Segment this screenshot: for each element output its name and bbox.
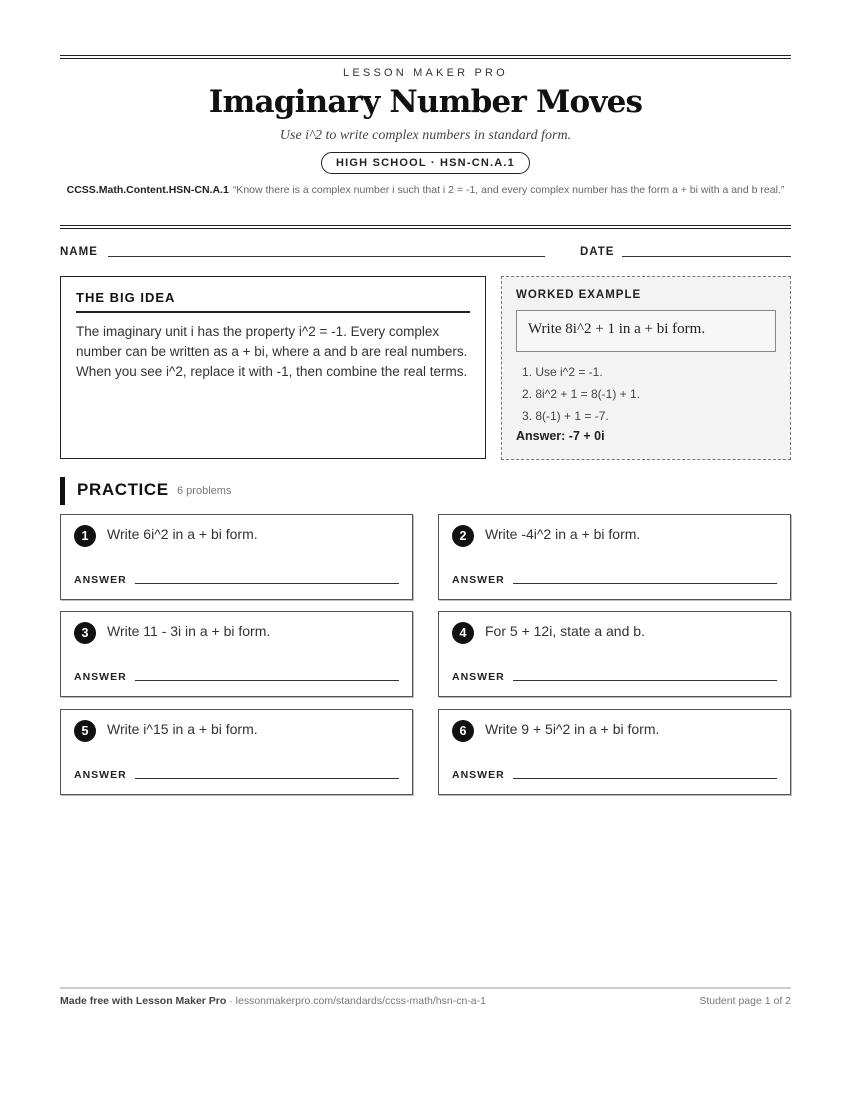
answer-field[interactable]: [135, 680, 399, 681]
practice-count: 6 problems: [177, 485, 232, 497]
footer-made-with: Made free with Lesson Maker Pro: [60, 995, 227, 1007]
problem-number-badge: 2: [452, 525, 474, 547]
answer-label: ANSWER: [74, 769, 127, 781]
answer-field[interactable]: [513, 778, 777, 779]
answer-label: ANSWER: [452, 769, 505, 781]
problem-number-badge: 5: [74, 720, 96, 742]
problem-text: Write 6i^2 in a + bi form.: [107, 526, 258, 542]
problem-card-6: [438, 709, 791, 795]
name-field[interactable]: [108, 256, 545, 257]
standard-description: [60, 182, 791, 198]
problem-card-5: [60, 709, 413, 795]
brand-name: LESSON MAKER PRO: [343, 67, 508, 79]
standard-code: CCSS.Math.Content.HSN-CN.A.1: [66, 184, 229, 196]
big-idea-box: [60, 276, 486, 459]
worksheet-page: [60, 0, 791, 1100]
problem-text: Write i^15 in a + bi form.: [107, 721, 258, 737]
answer-label: ANSWER: [452, 574, 505, 586]
answer-field[interactable]: [513, 680, 777, 681]
grade-standard-pill: HIGH SCHOOL · HSN-CN.A.1: [321, 152, 530, 174]
page-title: Imaginary Number Moves: [208, 84, 643, 120]
problem-number-badge: 1: [74, 525, 96, 547]
problem-number-badge: 4: [452, 622, 474, 644]
practice-heading: PRACTICE: [77, 480, 169, 499]
practice-accent-bar: [60, 477, 65, 505]
problem-card-4: [438, 611, 791, 697]
footer-rule: [60, 987, 791, 989]
date-label: DATE: [580, 246, 615, 258]
page-subtitle: Use i^2 to write complex numbers in standard form.: [279, 128, 572, 143]
answer-label: ANSWER: [74, 574, 127, 586]
big-idea-heading: THE BIG IDEA: [76, 290, 470, 313]
header-bottom-rule: [60, 225, 791, 229]
worked-example-box: [501, 276, 791, 460]
footer-credit: [60, 995, 486, 1007]
answer-label: ANSWER: [74, 671, 127, 683]
problem-number-badge: 3: [74, 622, 96, 644]
footer-page-number: Student page 1 of 2: [699, 995, 791, 1007]
problem-card-2: [438, 514, 791, 600]
worked-example-steps: [516, 362, 776, 428]
worked-example-answer: Answer: -7 + 0i: [516, 429, 605, 443]
answer-field[interactable]: [513, 583, 777, 584]
grade-standard-pill-wrap: [60, 152, 791, 174]
answer-field[interactable]: [135, 778, 399, 779]
header-top-rule: [60, 55, 791, 59]
worked-example-heading: WORKED EXAMPLE: [516, 289, 642, 301]
problem-number-badge: 6: [452, 720, 474, 742]
answer-label: ANSWER: [452, 671, 505, 683]
problem-text: Write 9 + 5i^2 in a + bi form.: [485, 721, 660, 737]
worked-example-problem: Write 8i^2 + 1 in a + bi form.: [516, 310, 776, 352]
answer-field[interactable]: [135, 583, 399, 584]
worked-step: 1. Use i^2 = -1.: [522, 365, 603, 379]
problem-card-3: [60, 611, 413, 697]
problem-text: For 5 + 12i, state a and b.: [485, 623, 645, 639]
problem-text: Write 11 - 3i in a + bi form.: [107, 623, 271, 639]
worked-step: 2. 8i^2 + 1 = 8(-1) + 1.: [522, 387, 641, 401]
name-label: NAME: [60, 246, 98, 258]
big-idea-body: The imaginary unit i has the property i^2 = -1. Every complex number can be written as a + bi, where a and b are real numbers. When you see i^2, replace it with -1, then combine the real terms.: [76, 324, 468, 379]
problem-text: Write -4i^2 in a + bi form.: [485, 526, 641, 542]
footer-url: · lessonmakerpro.com/standards/ccss-math/hsn-cn-a-1: [226, 995, 486, 1007]
standard-text: “Know there is a complex number i such that i 2 = -1, and every complex number has the form a + bi with a and b real.”: [232, 184, 785, 196]
problem-card-1: [60, 514, 413, 600]
worked-step: 3. 8(-1) + 1 = -7.: [522, 409, 609, 423]
date-field[interactable]: [622, 256, 791, 257]
